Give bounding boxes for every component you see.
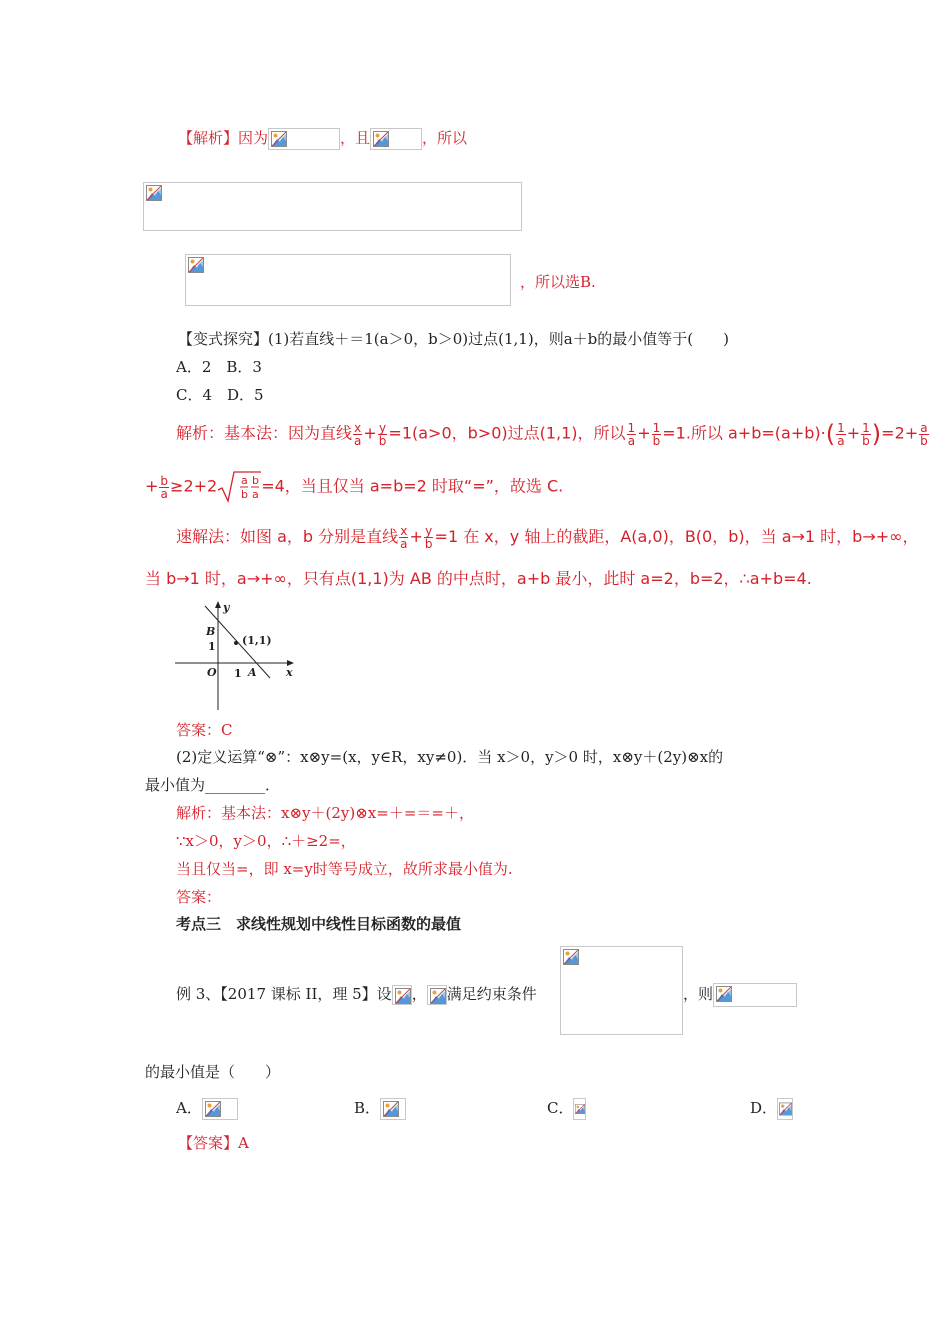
options-ab: A．2 B．3: [176, 358, 262, 376]
broken-image-icon: [271, 131, 287, 147]
analysis-so: ，所以: [422, 129, 468, 147]
sol-basic-mid1: =1(a>0，b>0)过点(1,1)，所以: [388, 423, 626, 443]
fraction-x-a: $\frac{x}{a}$: [354, 420, 362, 448]
question2-line1: (2)定义运算“⊗”：x⊗y=(x，y∈R，xy≠0)．当 x＞0，y＞0 时，x⊗y＋(2y)⊗x的: [176, 748, 724, 766]
broken-image-icon: [395, 988, 411, 1004]
fraction-1-a: $\frac{1}{a}$: [837, 420, 845, 448]
analysis-because: 因为: [238, 129, 269, 147]
solution-basic-line1: 解析：基本法：因为直线 $\frac{x}{a}$ + $\frac{y}{b}$ =1(a>0，b>0)过点(1,1)，所以 $\frac{1}{a}$ + $\frac{1}{b}$ =1.所以 a+b=(a+b)·( $\frac{1}{a}$ + $\frac{1}{b}$ )=2+ $\frac{a}{b}$: [176, 420, 928, 448]
fraction-x-a: $\frac{x}{a}$: [400, 524, 408, 551]
formula-image: [427, 985, 447, 1005]
example3-line2: 的最小值是（ ）: [145, 1063, 281, 1081]
broken-image-icon: [575, 1101, 585, 1117]
sol-basic-end: =2+: [881, 423, 919, 443]
broken-image-icon: [430, 988, 446, 1004]
option-d: D．: [750, 1097, 793, 1120]
formula-image: [392, 985, 412, 1005]
label-y: y: [223, 601, 230, 614]
svg-text:b: b: [252, 474, 260, 487]
broken-image-icon: [205, 1101, 221, 1117]
fraction-b-a: $\frac{b}{a}$: [160, 473, 169, 501]
analysis-and: ，且: [340, 129, 371, 147]
variant-label: 【变式探究】: [178, 330, 269, 348]
fraction-1-b: $\frac{1}{b}$: [862, 420, 870, 448]
svg-text:a: a: [241, 474, 248, 487]
solution2-line1: 解析：基本法：x⊗y＋(2y)⊗x=＋=＝=＋，: [176, 804, 474, 822]
formula-image: [573, 1098, 586, 1120]
question2-line2: 最小值为________．: [145, 776, 281, 794]
label-1-x: 1: [234, 667, 242, 680]
example3-constraint: 满足约束条件: [446, 985, 537, 1003]
solution-fast-line1: 速解法：如图 a，b 分别是直线 $\frac{x}{a}$ + $\frac{y}{b}$ =1 在 x，y 轴上的截距，A(a,0)，B(0，b)，当 a→1 时，b→+∞，: [176, 524, 919, 551]
answer-label: 【答案】: [178, 1134, 239, 1152]
svg-text:a: a: [252, 488, 259, 501]
sol-line2-end: =4，当且仅当 a=b=2 时取“=”，故选 C.: [261, 476, 564, 496]
variant-question1: [178, 328, 729, 349]
formula-image: [202, 1098, 238, 1120]
coordinate-graph: [170, 598, 300, 714]
example3-prefix: 例 3、【2017 课标 II，理 5】设: [176, 985, 392, 1003]
label-A: A: [248, 666, 257, 679]
sqrt-expression: [217, 470, 261, 504]
broken-image-icon: [146, 185, 162, 201]
sqrt-sign: [217, 470, 261, 504]
sol-fast-rest: =1 在 x，y 轴上的截距，A(a,0)，B(0，b)，当 a→1 时，b→+∞，: [434, 527, 919, 546]
sol-fast-prefix: 速解法：如图 a，b 分别是直线: [176, 527, 399, 546]
solution2-line2: ∵x＞0，y＞0，∴＋≥2=，: [176, 832, 356, 850]
example3-then: ，则: [683, 983, 797, 1007]
solution2-line3: 当且仅当=，即 x=y时等号成立，故所求最小值为.: [176, 860, 513, 878]
solution-basic-line2: + $\frac{b}{a}$ ≥2+2 a b b a =4，当且仅当 a=b=2 时取“=”，故选 C.: [145, 470, 563, 504]
solution2-answer: 答案：: [176, 888, 222, 906]
label-point: (1,1): [242, 634, 272, 647]
example3-line1: 例 3、【2017 课标 II，理 5】设 ， 满足约束条件: [176, 985, 537, 1003]
svg-text:b: b: [241, 488, 249, 501]
analysis-line1: [178, 127, 467, 150]
fraction-1-a: $\frac{1}{a}$: [627, 420, 636, 448]
formula-image: [370, 128, 422, 150]
option-c: C．: [547, 1097, 586, 1120]
formula-image: [268, 128, 340, 150]
label-x: x: [286, 666, 293, 679]
variant-question1-text: (1)若直线＋＝1(a＞0，b＞0)过点(1,1)，则a＋b的最小值等于( ): [268, 330, 729, 348]
sol-basic-prefix: 解析：基本法：因为直线: [176, 423, 353, 443]
options-cd: C．4 D．5: [176, 386, 264, 404]
formula-image-large: [143, 182, 522, 231]
option-a: A．: [176, 1097, 238, 1120]
constraint-image: [560, 946, 683, 1035]
section3-title: 考点三 求线性规划中线性目标函数的最值: [176, 915, 462, 933]
answer-value: A: [238, 1134, 249, 1152]
option-b: B．: [354, 1097, 406, 1120]
fraction-1-b: $\frac{1}{b}$: [652, 420, 661, 448]
formula-image: [713, 983, 797, 1007]
broken-image-icon: [373, 131, 389, 147]
broken-image-icon: [779, 1101, 792, 1117]
formula-image: [380, 1098, 406, 1120]
broken-image-icon: [563, 949, 579, 965]
label-O: O: [207, 666, 217, 679]
y-axis-arrow: [215, 601, 221, 608]
example3-answer: [178, 1132, 249, 1153]
formula-image: [777, 1098, 793, 1120]
label-1-y: 1: [208, 640, 216, 653]
label-B: B: [206, 625, 216, 638]
sol-basic-mid2: =1.所以 a+b=(a+b)·: [662, 423, 826, 443]
fraction-y-b: $\frac{y}{b}$: [378, 420, 387, 448]
broken-image-icon: [716, 986, 732, 1002]
analysis-label: 【解析】: [178, 129, 239, 147]
point-1-1: [234, 641, 238, 645]
formula-image-large: [185, 254, 511, 306]
broken-image-icon: [188, 257, 204, 273]
solution-fast-line2: 当 b→1 时，a→+∞，只有点(1,1)为 AB 的中点时，a+b 最小，此时 a=2，b=2，∴a+b=4.: [145, 569, 812, 588]
fraction-a-b: $\frac{a}{b}$: [920, 420, 928, 448]
answer-c: 答案：C: [176, 721, 233, 739]
broken-image-icon: [383, 1101, 399, 1117]
analysis-conclusion: ，所以选B.: [520, 273, 596, 291]
sol-line2-ge: ≥2+2: [170, 476, 218, 496]
fraction-y-b: $\frac{y}{b}$: [424, 524, 433, 551]
